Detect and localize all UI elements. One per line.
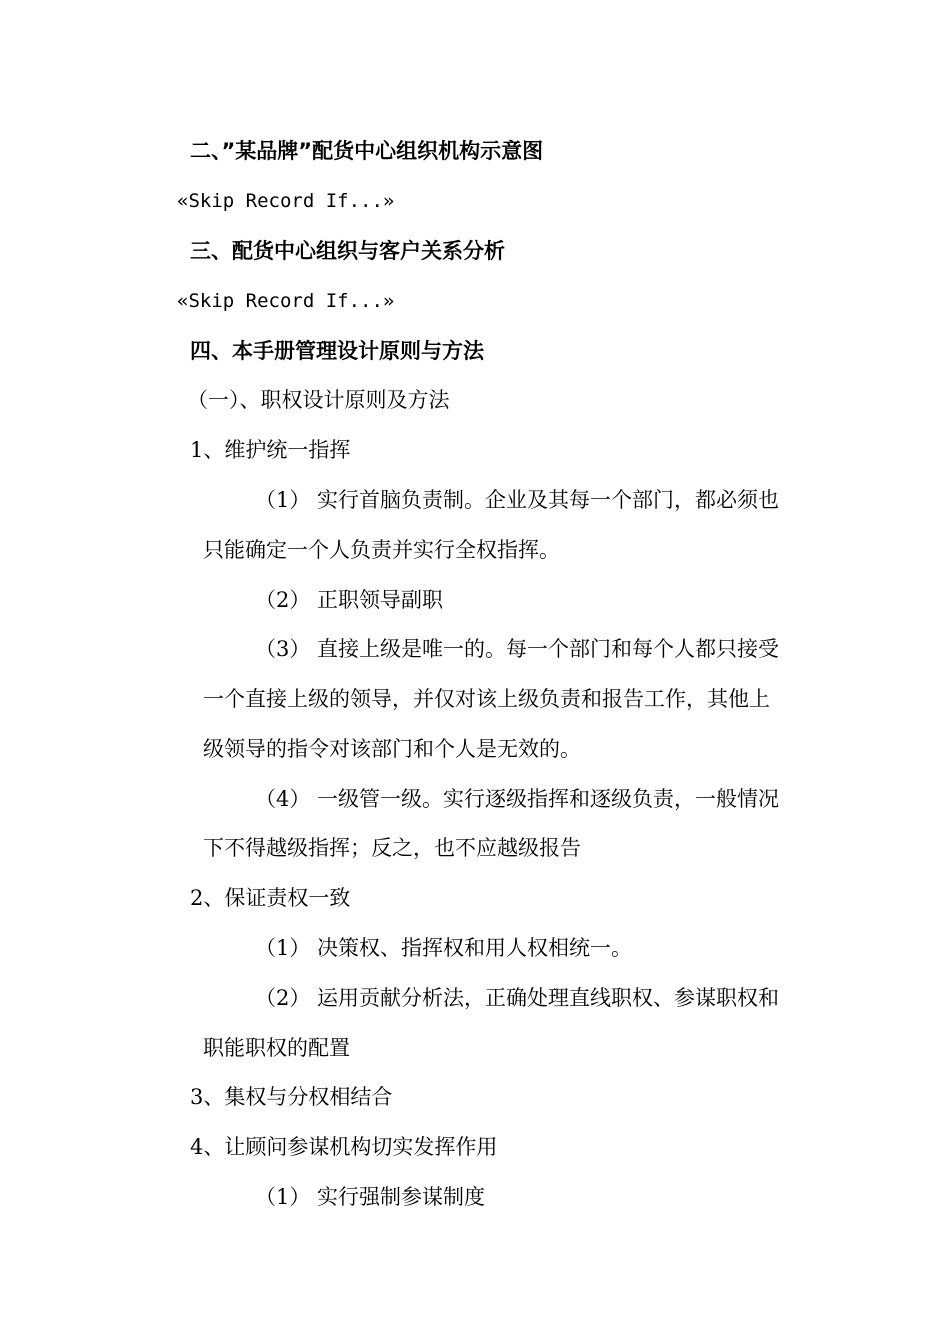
skip-record-field-2: «Skip Record If...» [177,290,395,312]
section-heading-2: 二、”某品牌”配货中心组织机构示意图 [190,139,544,163]
list-item: 1、维护统一指挥 [190,438,351,462]
section-heading-3: 三、配货中心组织与客户关系分析 [190,239,505,263]
paragraph-line: 一个直接上级的领导，并仅对该上级负责和报告工作，其他上 [203,687,770,711]
section-heading-4: 四、本手册管理设计原则与方法 [190,339,484,363]
skip-record-field-1: «Skip Record If...» [177,190,395,212]
paragraph-line: （1） 决策权、指挥权和用人权相统一。 [255,936,633,960]
paragraph-line: 级领导的指令对该部门和个人是无效的。 [203,737,581,761]
paragraph-line: 下不得越级指挥；反之，也不应越级报告 [203,836,581,860]
paragraph-line: 职能职权的配置 [203,1036,350,1060]
list-item: 2、保证责权一致 [190,886,351,910]
paragraph-line: （1） 实行首脑负责制。企业及其每一个部门，都必须也 [255,488,780,512]
paragraph-line: （2） 运用贡献分析法，正确处理直线职权、参谋职权和 [255,986,780,1010]
paragraph-line: （3） 直接上级是唯一的。每一个部门和每个人都只接受 [255,637,780,661]
list-item: 3、集权与分权相结合 [190,1085,393,1109]
paragraph-line: （4） 一级管一级。实行逐级指挥和逐级负责，一般情况 [255,787,780,811]
paragraph-line: （1） 实行强制参谋制度 [255,1185,486,1209]
paragraph-line: （2） 正职领导副职 [255,588,444,612]
subsection-heading: （一）、职权设计原则及方法 [187,388,450,412]
list-item: 4、让顾问参谋机构切实发挥作用 [190,1135,498,1159]
paragraph-line: 只能确定一个人负责并实行全权指挥。 [203,538,560,562]
